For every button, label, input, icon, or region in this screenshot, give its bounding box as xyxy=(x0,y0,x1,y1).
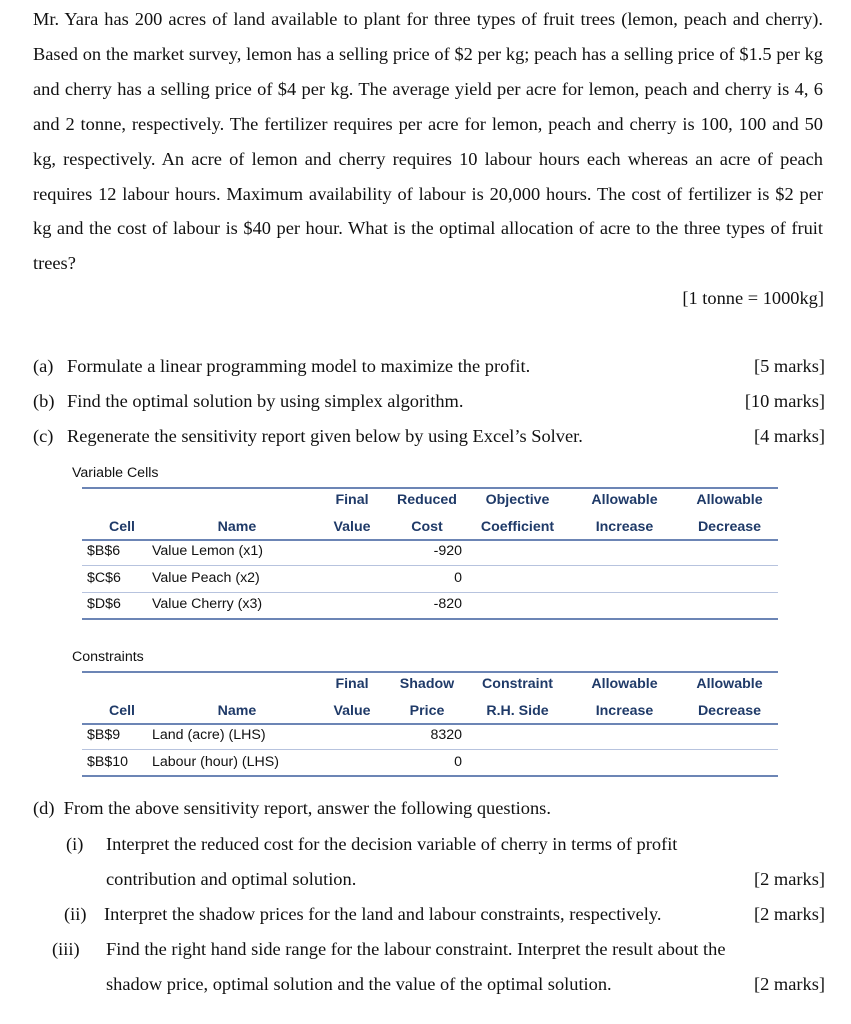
unit-note: [1 tonne = 1000kg] xyxy=(682,288,824,308)
cell-ref: $C$6 xyxy=(87,570,121,586)
constraints-table xyxy=(72,671,778,779)
subquestion-marks: [2 marks] xyxy=(754,868,825,889)
header-text: Allowable xyxy=(591,492,658,508)
question-marks: [4 marks] xyxy=(754,426,825,446)
question-text: Find the optimal solution by using simplex algorithm. xyxy=(67,391,464,411)
header-text: Final xyxy=(335,492,369,508)
header-text: Reduced xyxy=(397,492,457,508)
row-divider xyxy=(82,592,778,593)
cell-name: Labour (hour) (LHS) xyxy=(152,754,279,770)
shadow-price-value: 8320 xyxy=(430,727,462,743)
header-text: Increase xyxy=(595,703,654,719)
header-cell: Cell xyxy=(108,519,136,535)
cell-ref: $B$10 xyxy=(87,754,129,770)
subquestion-marks: [2 marks] xyxy=(754,973,825,994)
header-allow-increase xyxy=(577,671,672,725)
subquestion-iii xyxy=(52,932,825,1002)
reduced-cost-value: -820 xyxy=(433,596,462,612)
header-cell: Cell xyxy=(108,703,136,719)
question-label: (d) xyxy=(33,798,55,818)
row-divider xyxy=(82,565,778,566)
subquestion-text: Interpret the shadow prices for the land and labour constraints, respectively. xyxy=(104,904,662,924)
subquestion-ii xyxy=(66,897,825,932)
cell-name: Land (acre) (LHS) xyxy=(152,727,266,743)
header-text: Constraint xyxy=(482,676,553,692)
question-b xyxy=(33,384,825,418)
header-objective xyxy=(470,487,565,541)
cell-ref: $D$6 xyxy=(87,596,121,612)
header-text: Cost xyxy=(411,519,443,535)
header-text: Objective xyxy=(485,492,550,508)
subquestion-text: Find the right hand side range for the labour constraint. Interpret the result about the xyxy=(106,939,726,959)
question-marks: [10 marks] xyxy=(744,391,825,411)
problem-statement: Mr. Yara has 200 acres of land available to plant for three types of fruit trees (lemon, peach and cherry). Based on the market survey, lemon has a selling price of $2 per kg; peach has a selling price of $1.5 per kg and cherry has a selling price of $4 per kg. The average yield per acre for lemon, peach and cherry is 4, 6 and 2 tonne, respectively. The fertilizer requires per acre for lemon, peach and cherry is 100, 100 and 50 kg, respectively. An acre of lemon and cherry requires 10 labour hours each whereas an acre of peach requires 12 labour hours. Maximum availability of labour is 20,000 hours. The cost of fertilizer is $2 per kg and the cost of labour is $40 per hour. What is the optimal allocation of acre to the three types of fruit trees? xyxy=(33,9,823,274)
header-text: Value xyxy=(333,519,371,535)
header-text: Increase xyxy=(595,519,654,535)
table-rule xyxy=(82,723,778,725)
subquestion-number: (i) xyxy=(66,834,84,854)
header-name: Name xyxy=(217,519,257,535)
question-marks: [5 marks] xyxy=(754,356,825,376)
cell-name: Value Cherry (x3) xyxy=(152,596,263,612)
subquestion-marks: [2 marks] xyxy=(754,904,825,924)
question-text: Formulate a linear programming model to maximize the profit. xyxy=(67,356,531,376)
cell-name: Value Lemon (x1) xyxy=(152,543,263,559)
header-text: Decrease xyxy=(697,703,762,719)
table-rule xyxy=(82,775,778,777)
constraints-title: Constraints xyxy=(72,649,144,665)
cell-name: Value Peach (x2) xyxy=(152,570,260,586)
variable-cells-title: Variable Cells xyxy=(72,465,159,481)
header-allow-decrease xyxy=(682,671,777,725)
cell-ref: $B$9 xyxy=(87,727,121,743)
variable-cells-table xyxy=(72,487,778,622)
header-text: Allowable xyxy=(696,492,763,508)
header-text: Coefficient xyxy=(480,519,555,535)
reduced-cost-value: 0 xyxy=(454,570,462,586)
table-rule xyxy=(82,539,778,541)
header-text: Value xyxy=(333,703,371,719)
header-shadow-price xyxy=(387,671,467,725)
header-text: Allowable xyxy=(696,676,763,692)
header-text: R.H. Side xyxy=(486,703,549,719)
subquestion-number: (ii) xyxy=(64,904,87,924)
row-divider xyxy=(82,749,778,750)
header-reduced-cost xyxy=(387,487,467,541)
question-text: Regenerate the sensitivity report given below by using Excel’s Solver. xyxy=(67,426,583,446)
header-allow-decrease xyxy=(682,487,777,541)
header-text: Shadow xyxy=(399,676,455,692)
question-c xyxy=(33,419,825,453)
reduced-cost-value: -920 xyxy=(433,543,462,559)
question-label: (c) xyxy=(33,426,54,446)
question-d xyxy=(33,791,551,825)
question-text: From the above sensitivity report, answer the following questions. xyxy=(63,798,551,818)
subquestion-text: Interpret the reduced cost for the decision variable of cherry in terms of profit xyxy=(106,834,678,854)
shadow-price-value: 0 xyxy=(454,754,462,770)
header-text: Allowable xyxy=(591,676,658,692)
question-a xyxy=(33,349,825,383)
question-label: (a) xyxy=(33,356,54,376)
header-text: Decrease xyxy=(697,519,762,535)
header-constraint-rhs xyxy=(470,671,565,725)
question-label: (b) xyxy=(33,391,55,411)
header-name: Name xyxy=(217,703,257,719)
table-rule xyxy=(82,618,778,620)
header-final xyxy=(322,671,382,725)
header-text: Price xyxy=(409,703,445,719)
subquestion-number: (iii) xyxy=(52,939,80,959)
subquestion-text-cont: shadow price, optimal solution and the value of the optimal solution. xyxy=(106,973,612,994)
header-allow-increase xyxy=(577,487,672,541)
header-text: Final xyxy=(335,676,369,692)
subquestion-text-cont: contribution and optimal solution. xyxy=(106,868,357,889)
cell-ref: $B$6 xyxy=(87,543,121,559)
header-final xyxy=(322,487,382,541)
subquestion-i xyxy=(66,827,825,897)
